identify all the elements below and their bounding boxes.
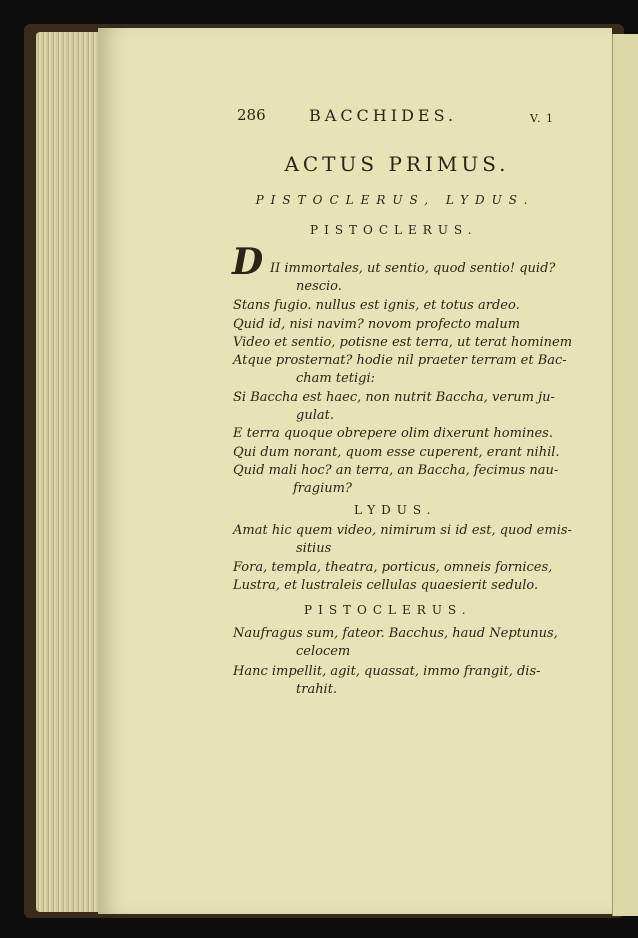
speaker-lydus: LYDUS. [354,503,437,517]
verse-line: fragium? [293,481,352,496]
section-ref: V. 1 [530,112,555,125]
running-header [0,106,638,132]
characters-list: PISTOCLERUS, LYDUS. [255,193,535,207]
verse-line: Video et sentio, potisne est terra, ut terat hominem [233,335,573,350]
verse-line: celocem [296,644,351,659]
act-title: ACTUS PRIMUS. [284,152,510,176]
verse-line: Quid id, nisi navim? novom profecto malum [233,317,521,332]
verse-line: Lustra, et lustraleis cellulas quaesierit sedulo. [233,578,539,593]
verse-line: cham tetigi: [296,371,376,386]
verse-line: E terra quoque obrepere olim dixerunt homines. [233,426,553,441]
next-page-edge [612,34,638,916]
verse-line: Atque prosternat? hodie nil praeter terram et Bac- [233,353,567,368]
verse-line: II immortales, ut sentio, quod sentio! quid? [270,261,556,276]
speaker-pistoclerus-2: PISTOCLERUS. [304,603,472,617]
verse-line: Hanc impellit, agit, quassat, immo frangit, dis- [233,664,541,679]
verse-line: Naufragus sum, fateor. Bacchus, haud Neptunus, [233,626,558,641]
verse-line: Fora, templa, theatra, porticus, omneis fornices, [233,560,553,575]
verse-line: trahit. [296,682,338,697]
verse-line: Quid mali hoc? an terra, an Baccha, fecimus nau- [233,463,559,478]
drop-cap: D [232,241,264,283]
verse-line: Qui dum norant, quom esse cuperent, erant nihil. [233,445,560,460]
verse-line: gulat. [296,408,334,423]
verse-line: Stans fugio. nullus est ignis, et totus ardeo. [233,298,520,313]
speaker-pistoclerus: PISTOCLERUS. [310,223,478,237]
page-number: 286 [237,106,266,124]
running-title: BACCHIDES. [309,106,458,125]
verse-line: Amat hic quem video, nimirum si id est, quod emis- [233,523,572,538]
verse-line: nescio. [296,279,342,294]
verse-line: sitius [296,541,332,556]
verse-line: Si Baccha est haec, non nutrit Baccha, verum ju- [233,390,555,405]
